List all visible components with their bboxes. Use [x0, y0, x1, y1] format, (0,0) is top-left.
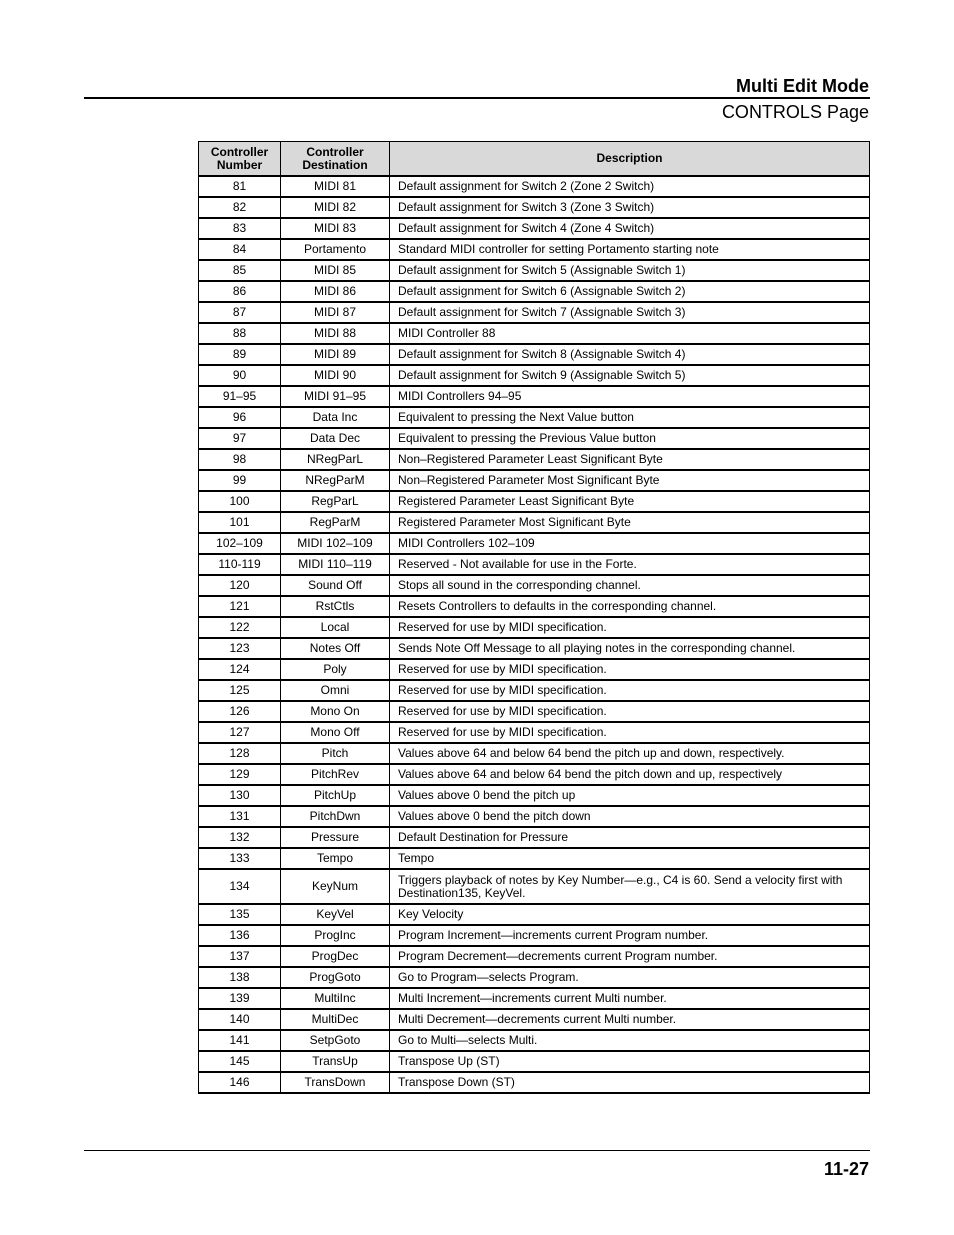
table-row [199, 470, 870, 491]
cell-description: Reserved - Not available for use in the Forte. [390, 554, 870, 575]
table-row [199, 197, 870, 218]
cell-controller-number: 120 [199, 575, 281, 596]
table-row [199, 764, 870, 785]
cell-controller-destination: PitchRev [281, 764, 390, 785]
cell-controller-number: 98 [199, 449, 281, 470]
cell-description: Transpose Up (ST) [390, 1051, 870, 1072]
cell-controller-number: 99 [199, 470, 281, 491]
cell-controller-destination: MIDI 110–119 [281, 554, 390, 575]
cell-controller-number: 131 [199, 806, 281, 827]
cell-controller-number: 145 [199, 1051, 281, 1072]
table-row [199, 967, 870, 988]
cell-controller-destination: ProgGoto [281, 967, 390, 988]
cell-controller-destination: TransUp [281, 1051, 390, 1072]
cell-controller-number: 100 [199, 491, 281, 512]
table-row [199, 302, 870, 323]
table-row [199, 281, 870, 302]
cell-description: Sends Note Off Message to all playing notes in the corresponding channel. [390, 638, 870, 659]
cell-description: Reserved for use by MIDI specification. [390, 722, 870, 743]
cell-controller-destination: MIDI 87 [281, 302, 390, 323]
table-row [199, 323, 870, 344]
table-row [199, 659, 870, 680]
cell-description: Registered Parameter Least Significant Byte [390, 491, 870, 512]
cell-description: Default assignment for Switch 6 (Assignable Switch 2) [390, 281, 870, 302]
cell-controller-destination: Mono Off [281, 722, 390, 743]
cell-description: Reserved for use by MIDI specification. [390, 659, 870, 680]
cell-description: Program Decrement—decrements current Program number. [390, 946, 870, 967]
page-number: 11-27 [823, 1159, 869, 1179]
table-row [199, 596, 870, 617]
cell-controller-destination: Local [281, 617, 390, 638]
cell-controller-number: 84 [199, 239, 281, 260]
cell-controller-number: 85 [199, 260, 281, 281]
cell-controller-destination: NRegParL [281, 449, 390, 470]
cell-controller-destination: KeyVel [281, 904, 390, 925]
cell-controller-number: 91–95 [199, 386, 281, 407]
cell-description: MIDI Controllers 102–109 [390, 533, 870, 554]
cell-controller-number: 126 [199, 701, 281, 722]
table-header-row [199, 142, 870, 177]
cell-controller-number: 124 [199, 659, 281, 680]
column-header-destination: Controller Destination [281, 142, 390, 177]
table-row [199, 617, 870, 638]
table-row [199, 1009, 870, 1030]
cell-description: Registered Parameter Most Significant Byte [390, 512, 870, 533]
table-row [199, 1072, 870, 1093]
table-row [199, 575, 870, 596]
cell-description: Default assignment for Switch 5 (Assignable Switch 1) [390, 260, 870, 281]
cell-description: Values above 0 bend the pitch down [390, 806, 870, 827]
table-row [199, 925, 870, 946]
cell-description: Default assignment for Switch 3 (Zone 3 Switch) [390, 197, 870, 218]
cell-description: Equivalent to pressing the Previous Value button [390, 428, 870, 449]
cell-description: Stops all sound in the corresponding channel. [390, 575, 870, 596]
cell-controller-destination: ProgInc [281, 925, 390, 946]
page-subtitle: CONTROLS Page [721, 102, 869, 122]
cell-controller-number: 81 [199, 176, 281, 197]
table-row [199, 512, 870, 533]
cell-controller-number: 129 [199, 764, 281, 785]
cell-description: Values above 64 and below 64 bend the pitch up and down, respectively. [390, 743, 870, 764]
cell-controller-destination: Portamento [281, 239, 390, 260]
cell-controller-number: 135 [199, 904, 281, 925]
cell-controller-destination: Sound Off [281, 575, 390, 596]
table-row [199, 176, 870, 197]
cell-controller-destination: MIDI 82 [281, 197, 390, 218]
cell-controller-number: 102–109 [199, 533, 281, 554]
cell-controller-number: 123 [199, 638, 281, 659]
cell-description: MIDI Controllers 94–95 [390, 386, 870, 407]
cell-controller-destination: KeyNum [281, 869, 390, 904]
cell-controller-number: 130 [199, 785, 281, 806]
cell-controller-destination: Mono On [281, 701, 390, 722]
table-row [199, 785, 870, 806]
table-row [199, 386, 870, 407]
table-row [199, 806, 870, 827]
cell-controller-destination: RegParL [281, 491, 390, 512]
cell-controller-destination: MIDI 85 [281, 260, 390, 281]
table-row [199, 946, 870, 967]
cell-controller-destination: MultiInc [281, 988, 390, 1009]
column-header-number: Controller Number [199, 142, 281, 177]
table-row [199, 722, 870, 743]
cell-description: Non–Registered Parameter Least Significant Byte [390, 449, 870, 470]
cell-controller-number: 101 [199, 512, 281, 533]
cell-controller-destination: MIDI 81 [281, 176, 390, 197]
cell-description: Default assignment for Switch 8 (Assignable Switch 4) [390, 344, 870, 365]
table-row [199, 344, 870, 365]
controllers-table-container [198, 141, 869, 1094]
table-row [199, 491, 870, 512]
table-row [199, 428, 870, 449]
cell-description: Go to Program—selects Program. [390, 967, 870, 988]
table-row [199, 1030, 870, 1051]
cell-controller-destination: MultiDec [281, 1009, 390, 1030]
column-header-description: Description [390, 142, 870, 177]
cell-controller-destination: Omni [281, 680, 390, 701]
cell-controller-number: 132 [199, 827, 281, 848]
cell-description: Default assignment for Switch 4 (Zone 4 Switch) [390, 218, 870, 239]
cell-controller-number: 110-119 [199, 554, 281, 575]
table-row [199, 848, 870, 869]
cell-controller-destination: Data Dec [281, 428, 390, 449]
cell-description: Key Velocity [390, 904, 870, 925]
table-row [199, 827, 870, 848]
cell-description: Values above 64 and below 64 bend the pitch down and up, respectively [390, 764, 870, 785]
table-row [199, 554, 870, 575]
cell-controller-number: 128 [199, 743, 281, 764]
cell-description: Values above 0 bend the pitch up [390, 785, 870, 806]
cell-controller-destination: Pressure [281, 827, 390, 848]
cell-controller-number: 134 [199, 869, 281, 904]
cell-controller-number: 97 [199, 428, 281, 449]
cell-controller-destination: RstCtls [281, 596, 390, 617]
cell-controller-number: 136 [199, 925, 281, 946]
cell-description: Non–Registered Parameter Most Significant Byte [390, 470, 870, 491]
table-row [199, 869, 870, 904]
page-section-title: Multi Edit Mode [736, 76, 869, 96]
cell-description: Multi Increment—increments current Multi number. [390, 988, 870, 1009]
table-row [199, 239, 870, 260]
table-row [199, 904, 870, 925]
cell-controller-number: 138 [199, 967, 281, 988]
cell-description: Reserved for use by MIDI specification. [390, 701, 870, 722]
cell-description: Reserved for use by MIDI specification. [390, 617, 870, 638]
cell-controller-destination: Poly [281, 659, 390, 680]
cell-controller-destination: MIDI 91–95 [281, 386, 390, 407]
cell-controller-number: 125 [199, 680, 281, 701]
cell-controller-destination: RegParM [281, 512, 390, 533]
cell-controller-number: 86 [199, 281, 281, 302]
cell-description: Reserved for use by MIDI specification. [390, 680, 870, 701]
table-row [199, 449, 870, 470]
cell-controller-destination: MIDI 102–109 [281, 533, 390, 554]
cell-controller-destination: MIDI 86 [281, 281, 390, 302]
cell-description: Program Increment—increments current Program number. [390, 925, 870, 946]
cell-controller-destination: Pitch [281, 743, 390, 764]
cell-description: Default Destination for Pressure [390, 827, 870, 848]
cell-controller-destination: NRegParM [281, 470, 390, 491]
cell-description: MIDI Controller 88 [390, 323, 870, 344]
cell-controller-destination: PitchDwn [281, 806, 390, 827]
cell-controller-number: 140 [199, 1009, 281, 1030]
cell-description: Standard MIDI controller for setting Portamento starting note [390, 239, 870, 260]
table-row [199, 1051, 870, 1072]
cell-controller-destination: Notes Off [281, 638, 390, 659]
cell-description: Transpose Down (ST) [390, 1072, 870, 1093]
cell-controller-number: 137 [199, 946, 281, 967]
cell-description: Triggers playback of notes by Key Number—e.g., C4 is 60. Send a velocity first with Destination135, KeyVel. [390, 869, 870, 904]
cell-controller-number: 96 [199, 407, 281, 428]
cell-controller-number: 89 [199, 344, 281, 365]
cell-controller-destination: PitchUp [281, 785, 390, 806]
cell-controller-number: 146 [199, 1072, 281, 1093]
cell-controller-destination: SetpGoto [281, 1030, 390, 1051]
cell-controller-number: 90 [199, 365, 281, 386]
controllers-table [198, 141, 870, 1094]
cell-controller-number: 88 [199, 323, 281, 344]
cell-controller-destination: MIDI 88 [281, 323, 390, 344]
table-row [199, 218, 870, 239]
header-divider [84, 97, 870, 99]
cell-description: Equivalent to pressing the Next Value button [390, 407, 870, 428]
cell-controller-number: 122 [199, 617, 281, 638]
cell-description: Default assignment for Switch 2 (Zone 2 Switch) [390, 176, 870, 197]
table-row [199, 260, 870, 281]
table-row [199, 407, 870, 428]
table-body [199, 176, 870, 1093]
cell-controller-number: 87 [199, 302, 281, 323]
cell-controller-destination: ProgDec [281, 946, 390, 967]
table-row [199, 701, 870, 722]
cell-controller-destination: TransDown [281, 1072, 390, 1093]
cell-description: Multi Decrement—decrements current Multi number. [390, 1009, 870, 1030]
cell-controller-number: 127 [199, 722, 281, 743]
cell-controller-number: 133 [199, 848, 281, 869]
cell-controller-destination: Tempo [281, 848, 390, 869]
table-row [199, 533, 870, 554]
cell-description: Default assignment for Switch 7 (Assignable Switch 3) [390, 302, 870, 323]
cell-controller-destination: Data Inc [281, 407, 390, 428]
cell-description: Tempo [390, 848, 870, 869]
cell-description: Resets Controllers to defaults in the corresponding channel. [390, 596, 870, 617]
cell-controller-number: 141 [199, 1030, 281, 1051]
cell-description: Default assignment for Switch 9 (Assignable Switch 5) [390, 365, 870, 386]
cell-controller-number: 139 [199, 988, 281, 1009]
table-row [199, 365, 870, 386]
cell-controller-number: 121 [199, 596, 281, 617]
cell-controller-number: 83 [199, 218, 281, 239]
table-row [199, 743, 870, 764]
table-row [199, 988, 870, 1009]
table-row [199, 638, 870, 659]
cell-description: Go to Multi—selects Multi. [390, 1030, 870, 1051]
cell-controller-destination: MIDI 90 [281, 365, 390, 386]
cell-controller-destination: MIDI 83 [281, 218, 390, 239]
cell-controller-number: 82 [199, 197, 281, 218]
footer-divider [84, 1150, 870, 1151]
cell-controller-destination: MIDI 89 [281, 344, 390, 365]
table-row [199, 680, 870, 701]
